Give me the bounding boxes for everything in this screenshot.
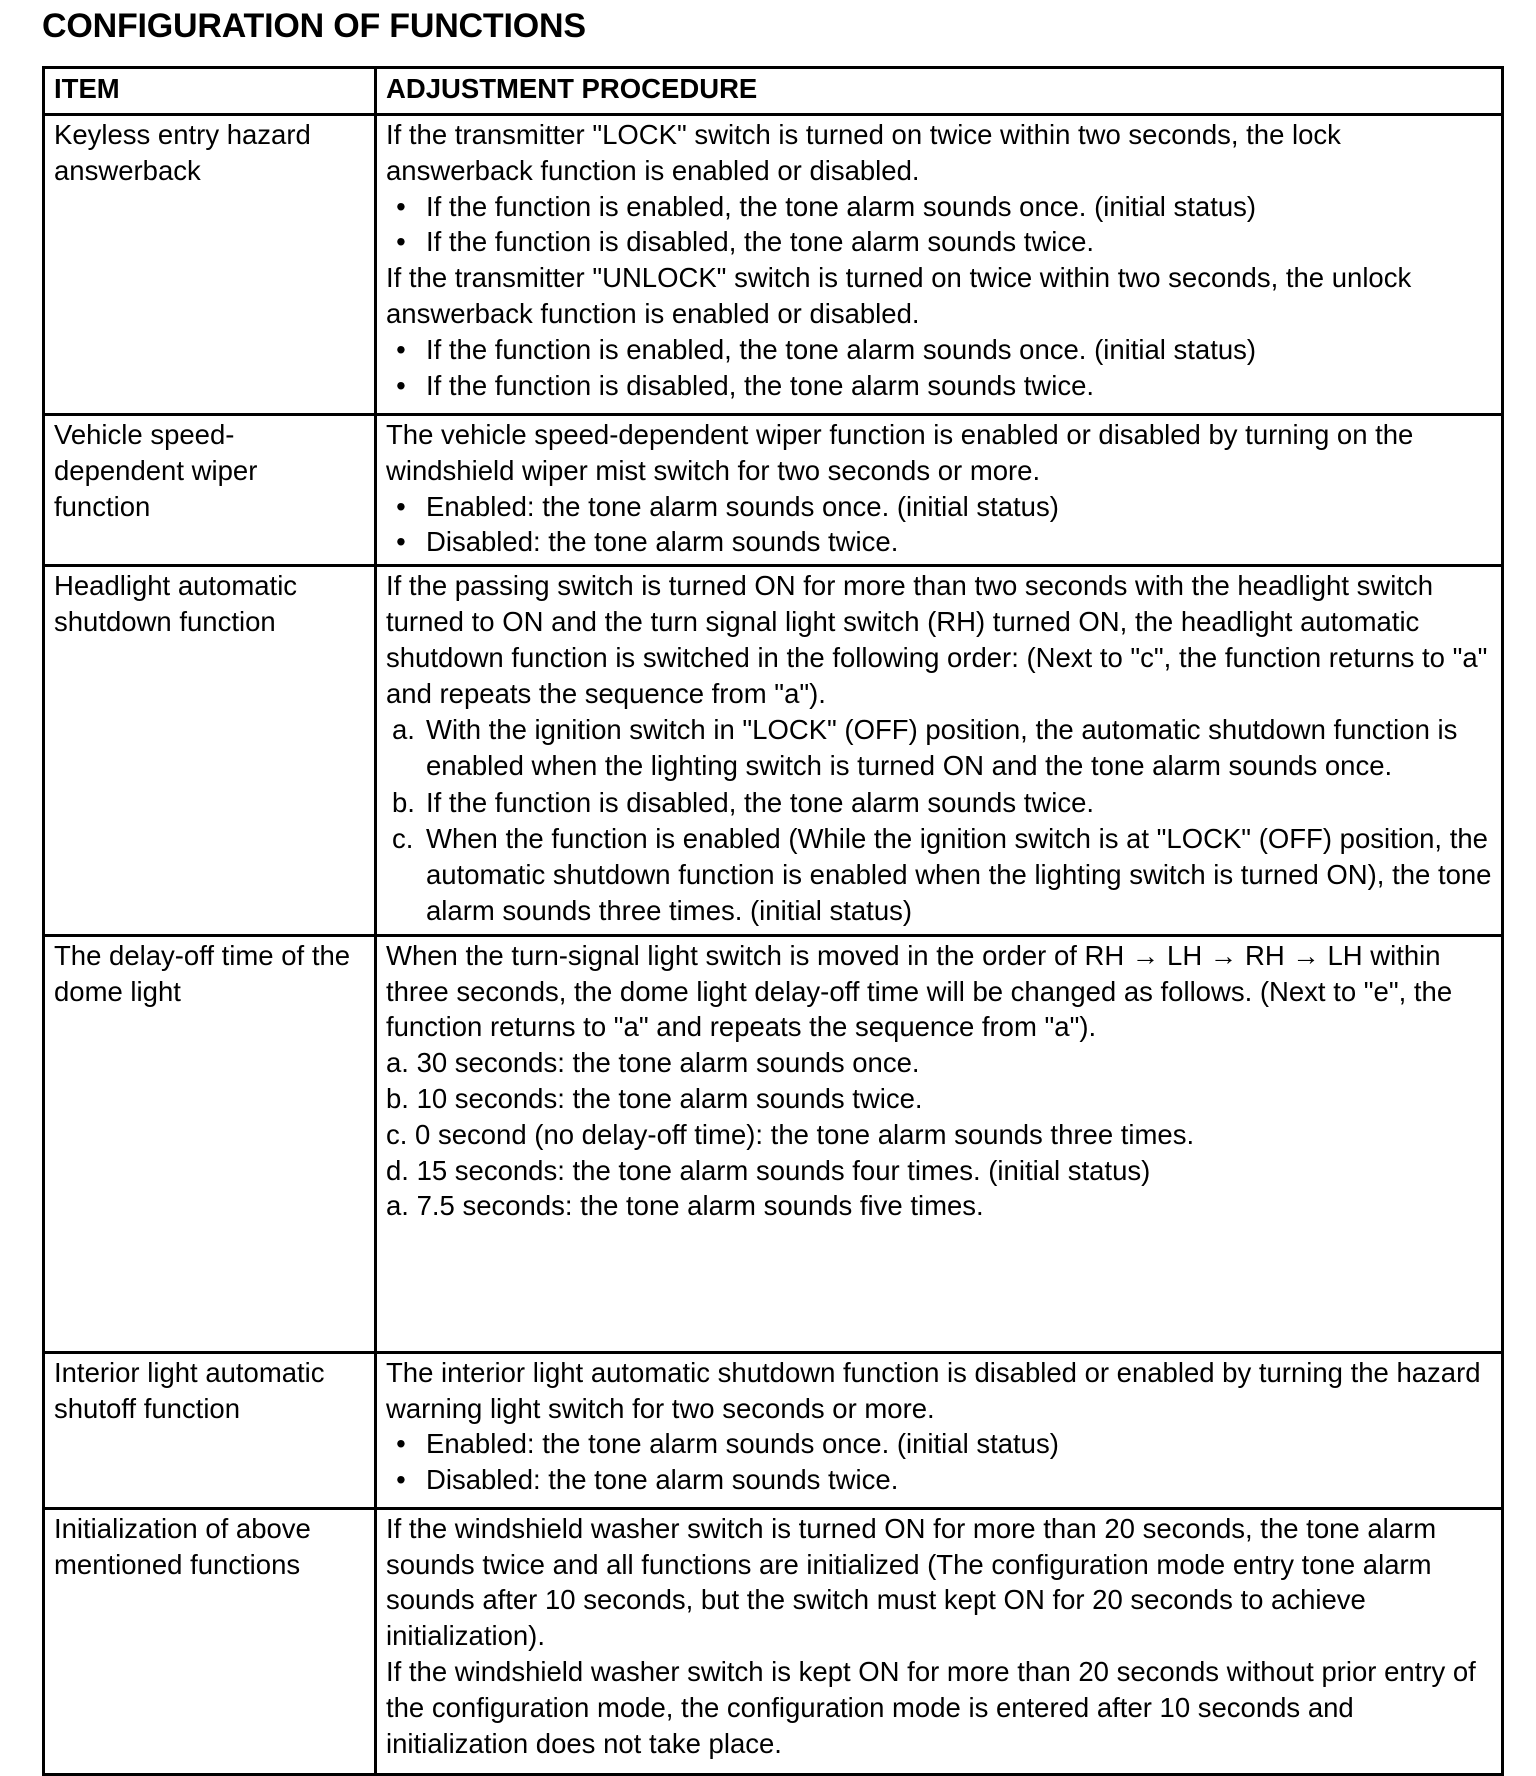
procedure-text: When the turn-signal light switch is moved in the order of RH → LH → RH → LH within three seconds, the dome light delay-off time will be changed as follows. (Next to "e", the function returns to "a" and repeats the sequence from "a"). xyxy=(386,939,1453,1043)
configuration-table xyxy=(42,66,1504,1776)
lettered-text: When the function is enabled (While the ignition switch is at "LOCK" (OFF) position, the automatic shutdown function is enabled when the lighting switch is turned ON), the tone alarm sounds three times. (initial status) xyxy=(426,823,1492,927)
page-title: CONFIGURATION OF FUNCTIONS xyxy=(42,7,586,45)
item-cell xyxy=(44,415,376,566)
bullet-icon: • xyxy=(396,526,406,558)
bullet-icon: • xyxy=(396,490,406,522)
column-header-procedure: ADJUSTMENT PROCEDURE xyxy=(376,68,1503,115)
bullet-item xyxy=(386,1462,1493,1498)
bullet-text: Enabled: the tone alarm sounds once. (initial status) xyxy=(426,1428,1059,1460)
procedure-cell xyxy=(376,1352,1503,1508)
procedure-text: If the transmitter "UNLOCK" switch is turned on twice within two seconds, the unlock answerback function is enabled or disabled. xyxy=(386,262,1412,329)
bullet-icon: • xyxy=(396,190,406,222)
table-row xyxy=(44,1508,1503,1774)
table-row xyxy=(44,935,1503,1352)
item-letter: c. xyxy=(392,823,414,855)
bullet-text: If the function is disabled, the tone alarm sounds twice. xyxy=(426,369,1095,401)
delay-option: c. 0 second (no delay-off time): the tone alarm sounds three times. xyxy=(386,1118,1195,1150)
bullet-item xyxy=(386,524,1493,560)
procedure-text: If the passing switch is turned ON for more than two seconds with the headlight switch turned to ON and the turn signal light switch (RH) turned ON, the headlight automatic shutdown function is switched in the following order: (Next to "c", the function returns to "a" and repeats the sequence from "a"). xyxy=(386,570,1488,709)
procedure-cell xyxy=(376,415,1503,566)
delay-option: a. 30 seconds: the tone alarm sounds once. xyxy=(386,1047,920,1079)
item-label: Vehicle speed-dependent wiper function xyxy=(54,419,258,522)
column-header-item: ITEM xyxy=(44,68,376,115)
lettered-text: If the function is disabled, the tone alarm sounds twice. xyxy=(426,786,1095,818)
table-row xyxy=(44,415,1503,566)
bullet-icon: • xyxy=(396,1428,406,1460)
bullet-item xyxy=(386,189,1493,225)
delay-option: d. 15 seconds: the tone alarm sounds four times. (initial status) xyxy=(386,1154,1151,1186)
bullet-item xyxy=(386,489,1493,525)
lettered-text: With the ignition switch in "LOCK" (OFF) position, the automatic shutdown function is enabled when the lighting switch is turned ON and the tone alarm sounds once. xyxy=(426,714,1458,782)
procedure-cell xyxy=(376,566,1503,936)
item-cell: Interior light automatic shutoff function xyxy=(44,1352,376,1508)
bullet-icon: • xyxy=(396,226,406,258)
bullet-text: If the function is enabled, the tone alarm sounds once. (initial status) xyxy=(426,190,1257,222)
bullet-text: If the function is enabled, the tone alarm sounds once. (initial status) xyxy=(426,333,1257,365)
bullet-text: Disabled: the tone alarm sounds twice. xyxy=(426,1464,899,1496)
bullet-icon: • xyxy=(396,1464,406,1496)
table-row xyxy=(44,1352,1503,1508)
lettered-item xyxy=(386,712,1493,784)
bullet-icon: • xyxy=(396,333,406,365)
procedure-text: The interior light automatic shutdown function is disabled or enabled by turning the hazard warning light switch for two seconds or more. xyxy=(386,1356,1481,1424)
procedure-text: The vehicle speed-dependent wiper function is enabled or disabled by turning on the windshield wiper mist switch for two seconds or more. xyxy=(386,419,1414,486)
procedure-cell xyxy=(376,935,1503,1352)
bullet-item xyxy=(386,332,1493,368)
bullet-icon: • xyxy=(396,369,406,401)
procedure-cell xyxy=(376,115,1503,415)
procedure-text: If the windshield washer switch is turned ON for more than 20 seconds, the tone alarm sounds twice and all functions are initialized (The configuration mode entry tone alarm sounds after 10 seconds, but the switch must kept ON for 20 seconds to achieve initialization). xyxy=(386,1512,1437,1652)
table-row xyxy=(44,115,1503,415)
item-cell: Keyless entry hazard answerback xyxy=(44,115,376,415)
delay-option: a. 7.5 seconds: the tone alarm sounds five times. xyxy=(386,1190,984,1222)
delay-option: b. 10 seconds: the tone alarm sounds twice. xyxy=(386,1082,923,1114)
table-header-row xyxy=(44,68,1503,115)
bullet-item xyxy=(386,224,1493,260)
procedure-cell xyxy=(376,1508,1503,1774)
item-cell: Headlight automatic shutdown function xyxy=(44,566,376,936)
lettered-item xyxy=(386,821,1493,928)
table-row xyxy=(44,566,1503,936)
lettered-item xyxy=(386,785,1493,821)
item-cell: The delay-off time of the dome light xyxy=(44,935,376,1352)
item-letter: b. xyxy=(392,786,415,818)
procedure-text: If the transmitter "LOCK" switch is turned on twice within two seconds, the lock answerback function is enabled or disabled. xyxy=(386,119,1341,186)
item-letter: a. xyxy=(392,714,415,746)
bullet-text: If the function is disabled, the tone alarm sounds twice. xyxy=(426,226,1095,258)
procedure-text: If the windshield washer switch is kept ON for more than 20 seconds without prior entry of the configuration mode, the configuration mode is entered after 10 seconds and initialization does not take place. xyxy=(386,1655,1476,1759)
item-cell: Initialization of above mentioned functions xyxy=(44,1508,376,1774)
bullet-text: Enabled: the tone alarm sounds once. (initial status) xyxy=(426,490,1059,522)
bullet-item xyxy=(386,1426,1493,1462)
bullet-item xyxy=(386,368,1493,404)
bullet-text: Disabled: the tone alarm sounds twice. xyxy=(426,526,899,558)
